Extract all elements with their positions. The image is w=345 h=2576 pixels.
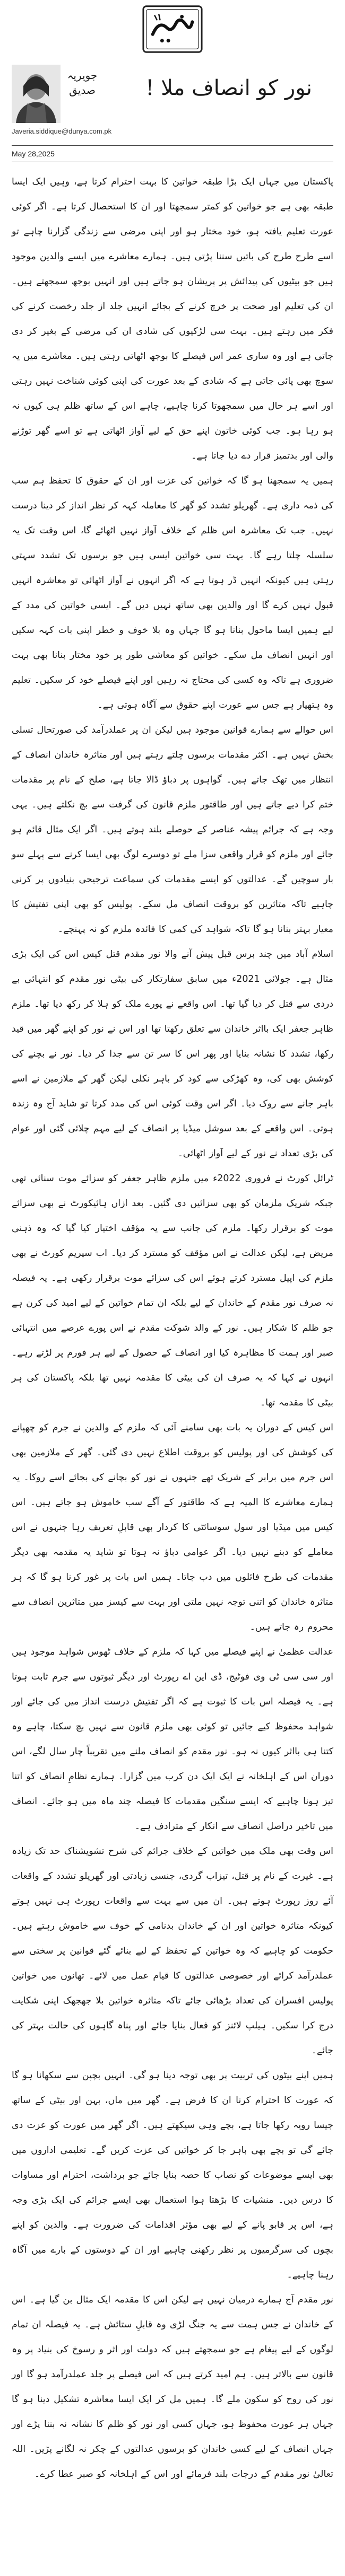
- article-paragraph: ہمیں یہ سمجھنا ہو گا کہ خواتین کی عزت اور ان کے حقوق کا تحفظ ہم سب کی ذمہ داری ہے۔ گھریلو تشدد کو گھر کا معاملہ کہہ کر نظر انداز کر دینا درست نہیں۔ جب تک معاشرہ اس ظلم کے خلاف آواز نہیں اٹھائے گا، اس وقت تک یہ سلسلہ چلتا رہے گا۔ بہت سی خواتین ایسی ہیں جو برسوں تک تشدد سہتی رہتی ہیں کیونکہ انہیں ڈر ہوتا ہے کہ اگر انہوں نے آواز اٹھائی تو معاشرہ انہیں قبول نہیں کرے گا اور والدین بھی ساتھ نہیں دیں گے۔ ایسی خواتین کی مدد کے لیے ہمیں ایسا ماحول بنانا ہو گا جہاں وہ بلا خوف و خطر اپنی بات کہہ سکیں اور انہیں انصاف مل سکے۔ خواتین کو معاشی طور پر خود مختار بنانا بھی بہت ضروری ہے تاکہ وہ کسی کی محتاج نہ رہیں اور اپنے فیصلے خود کر سکیں۔ تعلیم وہ ہتھیار ہے جس سے عورت اپنے حقوق سے آگاہ ہوتی ہے۔: [12, 476, 333, 710]
- author-photo: [12, 65, 61, 123]
- masthead: [12, 0, 333, 58]
- column-title: نور کو انصاف ملا !: [145, 76, 312, 100]
- article-paragraph: ہمیں اپنے بیٹوں کی تربیت پر بھی توجہ دینا ہو گی۔ انہیں بچپن سے سکھانا ہو گا کہ عورت کا احترام کرنا ان کا فرض ہے۔ گھر میں ماں، بہن اور بیٹی کے ساتھ جیسا رویہ رکھا جاتا ہے، بچے وہی سیکھتے ہیں۔ اگر گھر میں عورت کو عزت دی جائے گی تو بچے بھی باہر جا کر خواتین کی عزت کریں گے۔ تعلیمی اداروں میں بھی ایسے موضوعات کو نصاب کا حصہ بنایا جائے جو برداشت، احترام اور مساوات کا درس دیں۔ منشیات کا بڑھتا ہوا استعمال بھی ایسے جرائم کی ایک بڑی وجہ ہے، اس پر قابو پانے کے لیے بھی مؤثر اقدامات کی ضرورت ہے۔ والدین کو اپنے بچوں کی سرگرمیوں پر نظر رکھنی چاہیے اور ان کے دوستوں کے بارے میں آگاہ رہنا چاہیے۔: [12, 2070, 333, 2280]
- article-body: [12, 170, 333, 2487]
- date-bar: [12, 145, 333, 162]
- article-paragraph: اس حوالے سے ہمارے قوانین موجود ہیں لیکن ان پر عملدرآمد کی صورتحال تسلی بخش نہیں ہے۔ اکثر مقدمات برسوں چلتے رہتے ہیں اور متاثرہ خاندان انصاف کے انتظار میں تھک جاتے ہیں۔ گواہوں پر دباؤ ڈالا جاتا ہے، صلح کے نام پر مقدمات ختم کرا دیے جاتے ہیں اور طاقتور ملزم قانون کی گرفت سے بچ نکلتے ہیں۔ یہی وجہ ہے کہ جرائم پیشہ عناصر کے حوصلے بلند ہوتے ہیں۔ اگر ایک مثال قائم ہو جائے اور ملزم کو قرار واقعی سزا ملے تو دوسرے لوگ بھی ایسا کرنے سے پہلے سو بار سوچیں گے۔ عدالتوں کو ایسے مقدمات کی سماعت ترجیحی بنیادوں پر کرنی چاہیے تاکہ متاثرین کو بروقت انصاف مل سکے۔ پولیس کو بھی اپنی تفتیش کا معیار بہتر بنانا ہو گا تاکہ شواہد کی کمی کا فائدہ ملزم کو نہ پہنچے۔: [12, 725, 333, 935]
- article-paragraph: عدالت عظمیٰ نے اپنے فیصلے میں کہا کہ ملزم کے خلاف ٹھوس شواہد موجود ہیں اور سی سی ٹی وی فوٹیج، ڈی این اے رپورٹ اور دیگر ثبوتوں سے جرم ثابت ہوتا ہے۔ یہ فیصلہ اس بات کا ثبوت ہے کہ اگر تفتیش درست انداز میں کی جائے اور شواہد محفوظ کیے جائیں تو کوئی بھی ملزم قانون سے نہیں بچ سکتا، چاہے وہ کتنا ہی بااثر کیوں نہ ہو۔ نور مقدم کو انصاف ملنے میں تقریباً چار سال لگے، اس دوران اس کے اہلخانہ نے ایک ایک دن کرب میں گزارا۔ ہمارے نظامِ انصاف کو اتنا تیز ہونا چاہیے کہ ایسے سنگین مقدمات کا فیصلہ چند ماہ میں ہو جائے۔ انصاف میں تاخیر دراصل انصاف سے انکار کے مترادف ہے۔: [12, 1647, 333, 1832]
- article-paragraph: نور مقدم آج ہمارے درمیان نہیں ہے لیکن اس کا مقدمہ ایک مثال بن گیا ہے۔ اس کے خاندان نے جس ہمت سے یہ جنگ لڑی وہ قابلِ ستائش ہے۔ یہ فیصلہ ان تمام لوگوں کے لیے پیغام ہے جو سمجھتے ہیں کہ دولت اور اثر و رسوخ کی بنیاد پر وہ قانون سے بالاتر ہیں۔ ہم امید کرتے ہیں کہ اس فیصلے پر جلد عملدرآمد ہو گا اور نور کی روح کو سکون ملے گا۔ ہمیں مل کر ایک ایسا معاشرہ تشکیل دینا ہو گا جہاں ہر عورت محفوظ ہو، جہاں کسی اور نور کو ظلم کا نشانہ نہ بننا پڑے اور جہاں انصاف کے لیے کسی خاندان کو برسوں عدالتوں کے چکر نہ لگانے پڑیں۔ اللہ تعالیٰ نور مقدم کے درجات بلند فرمائے اور اس کے اہلخانہ کو صبر عطا کرے۔: [12, 2294, 333, 2480]
- author-email[interactable]: Javeria.siddique@dunya.com.pk: [12, 127, 112, 135]
- article-paragraph: پاکستان میں جہاں ایک بڑا طبقہ خواتین کا بہت احترام کرتا ہے، وہیں ایک ایسا طبقہ بھی ہے جو خواتین کو کمتر سمجھتا اور ان کا استحصال کرتا ہے۔ اگر کوئی عورت تعلیم یافتہ ہو، خود مختار ہو اور اپنی مرضی سے زندگی گزارنا چاہے تو اسے طرح طرح کی باتیں سننا پڑتی ہیں۔ ہمارے معاشرے میں ایسے والدین موجود ہیں جو بیٹیوں کی پیدائش پر پریشان ہو جاتے ہیں اور انہیں بوجھ سمجھتے ہیں۔ ان کی تعلیم اور صحت پر خرچ کرنے کے بجائے انہیں جلد از جلد رخصت کرنے کی فکر میں رہتے ہیں۔ بہت سی لڑکیوں کی شادی ان کی مرضی کے بغیر کر دی جاتی ہے اور وہ ساری عمر اس فیصلے کا بوجھ اٹھاتی رہتی ہیں۔ معاشرے میں یہ سوچ بھی پائی جاتی ہے کہ شادی کے بعد عورت کی اپنی کوئی شناخت نہیں رہتی اور اسے ہر حال میں سمجھوتا کرنا چاہیے، چاہے اس کے ساتھ ظلم ہی کیوں نہ ہو رہا ہو۔ جب کوئی خاتون اپنے حق کے لیے آواز اٹھاتی ہے تو اسے گھر توڑنے والی اور بدتمیز قرار دے دیا جاتا ہے۔: [12, 177, 333, 461]
- article-paragraph: اس کیس کے دوران یہ بات بھی سامنے آئی کہ ملزم کے والدین نے جرم کو چھپانے کی کوشش کی اور پولیس کو بروقت اطلاع نہیں دی گئی۔ گھر کے ملازمین بھی اس جرم میں برابر کے شریک تھے جنہوں نے نور کو بچانے کی بجائے اسے روکا۔ یہ ہمارے معاشرے کا المیہ ہے کہ طاقتور کے آگے سب خاموش ہو جاتے ہیں۔ اس کیس میں میڈیا اور سول سوسائٹی کا کردار بھی قابلِ تعریف رہا جنہوں نے اس معاملے کو دبنے نہیں دیا۔ اگر عوامی دباؤ نہ ہوتا تو شاید یہ مقدمہ بھی دیگر مقدمات کی طرح فائلوں میں دب جاتا۔ ہمیں اس بات پر غور کرنا ہو گا کہ ہر متاثرہ خاندان کو اتنی توجہ نہیں ملتی اور بہت سے کیسز میں متاثرین انصاف سے محروم رہ جاتے ہیں۔: [12, 1422, 333, 1632]
- author-name: جویریہ صدیق: [67, 69, 98, 96]
- article-paragraph: اس وقت بھی ملک میں خواتین کے خلاف جرائم کی شرح تشویشناک حد تک زیادہ ہے۔ غیرت کے نام پر قتل، تیزاب گردی، جنسی زیادتی اور گھریلو تشدد کے واقعات آئے روز رپورٹ ہوتے ہیں۔ ان میں سے بہت سے واقعات رپورٹ ہی نہیں ہوتے کیونکہ متاثرہ خواتین اور ان کے خاندان بدنامی کے خوف سے خاموش رہتے ہیں۔ حکومت کو چاہیے کہ وہ خواتین کے تحفظ کے لیے بنائے گئے قوانین پر سختی سے عملدرآمد کرائے اور خصوصی عدالتوں کا قیام عمل میں لائے۔ تھانوں میں خواتین پولیس افسران کی تعداد بڑھائی جائے تاکہ متاثرہ خواتین بلا جھجھک اپنی شکایت درج کرا سکیں۔ ہیلپ لائنز کو فعال بنایا جائے اور پناہ گاہوں کی حالت بہتر کی جائے۔: [12, 1846, 333, 2056]
- newspaper-logo-icon: [141, 4, 204, 55]
- publish-date: May 28,2025: [12, 150, 55, 158]
- column-byline: [12, 61, 333, 141]
- article-paragraph: ٹرائل کورٹ نے فروری 2022ء میں ملزم ظاہر جعفر کو سزائے موت سنائی تھی جبکہ شریک ملزمان کو بھی سزائیں دی گئیں۔ بعد ازاں ہائیکورٹ نے بھی سزائے موت کو برقرار رکھا۔ ملزم کی جانب سے یہ مؤقف اختیار کیا گیا کہ وہ ذہنی مریض ہے، لیکن عدالت نے اس مؤقف کو مسترد کر دیا۔ اب سپریم کورٹ نے بھی ملزم کی اپیل مسترد کرتے ہوئے اس کی سزائے موت برقرار رکھی ہے۔ یہ فیصلہ نہ صرف نور مقدم کے خاندان کے لیے بلکہ ان تمام خواتین کے لیے امید کی کرن ہے جو ظلم کا شکار ہیں۔ نور کے والد شوکت مقدم نے اس پورے عرصے میں انتہائی صبر اور ہمت کا مظاہرہ کیا اور انصاف کے حصول کے لیے ہر فورم پر لڑتے رہے۔ انہوں نے کہا کہ یہ صرف ان کی بیٹی کا مقدمہ نہیں تھا بلکہ پاکستان کی ہر بیٹی کا مقدمہ تھا۔: [12, 1173, 333, 1408]
- article-paragraph: اسلام آباد میں چند برس قبل پیش آنے والا نور مقدم قتل کیس اس کی ایک بڑی مثال ہے۔ جولائی 2021ء میں سابق سفارتکار کی بیٹی نور مقدم کو انتہائی بے دردی سے قتل کر دیا گیا تھا۔ اس واقعے نے پورے ملک کو ہلا کر رکھ دیا تھا۔ ملزم ظاہر جعفر ایک بااثر خاندان سے تعلق رکھتا تھا اور اس نے نور کو اپنے گھر میں قید رکھا، تشدد کا نشانہ بنایا اور پھر اس کا سر تن سے جدا کر دیا۔ نور نے بچنے کی کوشش بھی کی، وہ کھڑکی سے کود کر باہر نکلی لیکن گھر کے ملازمین نے اسے باہر جانے سے روک دیا۔ اگر اس وقت کوئی اس کی مدد کرتا تو شاید آج وہ زندہ ہوتی۔ اس واقعے کے بعد سوشل میڈیا پر انصاف کے لیے مہم چلائی گئی اور عوام کی بڑی تعداد نے نور کے لیے آواز اٹھائی۔: [12, 949, 333, 1159]
